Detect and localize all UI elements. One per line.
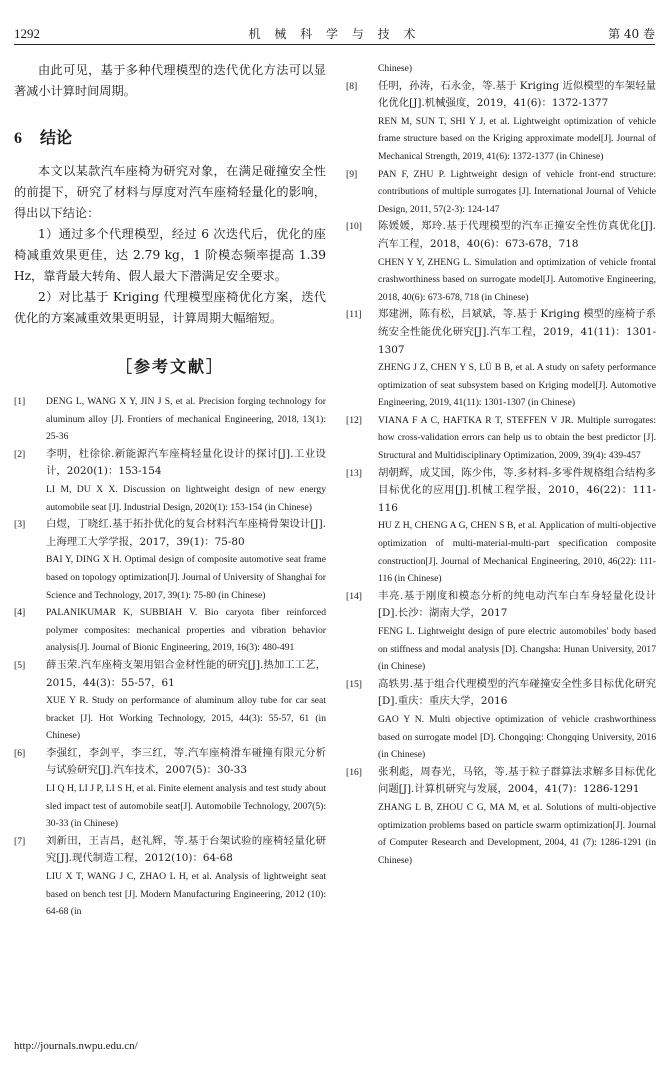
reference-item [346, 676, 656, 764]
reference-text-chinese: 陈媛媛，郑玲.基于代理模型的汽车正撞安全性仿真优化[J].汽车工程，2018，40(6)：673-678，718 [378, 220, 656, 250]
reference-text-chinese: 薛玉荣.汽车座椅支架用铝合金材性能的研究[J].热加工工艺，2015，44(3)：55-57，61 [46, 658, 326, 689]
reference-text-english: ZHANG L B, ZHOU C G, MA M, et al. Solutions of multi-objective optimization problems based on particle swarm optimization[J]. Journal of Computer Research and Development, 2004, 41 (7): 1286-1291 (in Chinese) [378, 801, 656, 866]
reference-text-english: REN M, SUN T, SHI Y J, et al. Lightweight optimization of vehicle frame structure based on the Kriging approximate model[J]. Journal of Mechanical Strength, 2019, 41(6): 1372-1377 (in Chinese) [378, 115, 656, 162]
reference-item [14, 657, 326, 745]
reference-text-chinese: 胡朝辉，成艾国，陈少伟，等.多材料-多零件规格组合结构多目标优化的应用[J].机械工程学报，2010，46(22)：111-116 [378, 466, 656, 514]
reference-item [346, 306, 656, 412]
reference-text-chinese: 李强红，李剑平，李三红，等.汽车座椅滑车碰撞有限元分析与试验研究[J].汽车技术，2007(5)：30-33 [46, 746, 326, 777]
reference-text-english: BAI Y, DING X H. Optimal design of composite automotive seat frame based on topology optimization[J]. Journal of University of Shanghai for Science and Technology, 2017, 39(1): 75-80 (in Chinese) [46, 554, 326, 601]
reference-text-english: LIU X T, WANG J C, ZHAO L H, et al. Analysis of lightweight seat based on bench test [J]. Modern Manufacturing Engineering, 2012 (10): 64-68 (in [46, 871, 326, 918]
left-column [14, 60, 326, 921]
reference-list-left [14, 393, 326, 921]
reference-number: [5] [14, 659, 26, 671]
reference-number: [1] [14, 396, 26, 407]
page-number: 1292 [14, 26, 40, 41]
reference-item [14, 446, 326, 516]
reference-number: [3] [14, 519, 26, 531]
reference-number: [4] [14, 607, 26, 619]
conclusion-paragraph-3: 2）对比基于 Kriging 代理模型座椅优化方案，迭代优化的方案减重效果更明显，计算周期大幅缩短。 [14, 290, 326, 325]
reference-number: [2] [14, 448, 26, 460]
reference-item [346, 412, 656, 465]
reference-text-chinese: 刘新田，王吉昌，赵礼辉，等.基于台架试验的座椅轻量化研究[J].现代制造工程，2012(10)：64-68 [46, 834, 326, 865]
reference-list-right [346, 78, 656, 870]
section-heading [14, 125, 326, 147]
reference-item [346, 764, 656, 870]
reference-item [346, 166, 656, 219]
reference-item [346, 588, 656, 676]
conclusion-paragraph-1: 本文以某款汽车座椅为研究对象，在满足碰撞安全性的前提下，研究了材料与厚度对汽车座椅轻量化的影响，得出以下结论： [14, 164, 326, 220]
section-title: 结论 [40, 128, 73, 147]
running-header [14, 22, 655, 45]
section-number: 6 [14, 130, 22, 147]
reference-number: [10] [346, 221, 362, 233]
reference-text-chinese: 李明，杜徐徐.新能源汽车座椅轻量化设计的探讨[J].工业设计，2020(1)：153-154 [46, 447, 326, 478]
references-heading: ［参考文献］ [115, 357, 224, 376]
reference-item [14, 516, 326, 604]
reference-item [346, 78, 656, 166]
volume-label: 第 40 卷 [608, 27, 655, 41]
reference-text-english: CHEN Y Y, ZHENG L. Simulation and optimization of vehicle frontal crashworthiness based on surrogate model[J]. Automotive Engineering, 2018, 40(6): 673-678, 718 (in Chinese) [378, 256, 656, 303]
reference-text-english: XUE Y R. Study on performance of aluminum alloy tube for car seat bracket [J]. Hot Working Technology, 2015, 44(3): 55-57, 61 (in Chinese) [46, 695, 326, 742]
reference-item [14, 604, 326, 657]
reference-text-english: FENG L. Lightweight design of pure electric automobiles' body based on stiffness and modal analysis [D]. Changsha: Hunan University, 2017 (in Chinese) [378, 626, 656, 673]
reference-text-english: ZHENG J Z, CHEN Y S, LÜ B B, et al. A study on safety performance optimization of seat subsystem based on Kriging model[J]. Automotive Engineering, 2019, 41(11): 1301-1307 (in Chinese) [378, 362, 656, 409]
journal-name: 机 械 科 学 与 技 术 [248, 27, 421, 41]
reference-number: [6] [14, 747, 26, 759]
reference-number: [9] [346, 168, 358, 180]
reference-text-english: PAN F, ZHU P. Lightweight design of vehicle front-end structure: contributions of multiple surrogates [J]. International Journal of Vehicle Design, 2011, 57(2-3): 124-147 [378, 168, 656, 215]
reference-number: [14] [346, 590, 362, 602]
footer-url[interactable]: http://journals.nwpu.edu.cn/ [14, 1040, 138, 1052]
reference-item [14, 745, 326, 833]
conclusion-paragraph-2: 1）通过多个代理模型，经过 6 次迭代后，优化的座椅减重效果更佳，达 2.79 kg，1 阶模态频率提高 1.39 Hz，靠背最大转角、假人最大下潜满足安全要求。 [14, 227, 326, 283]
reference-text-english: LI Q H, LI J P, LI S H, et al. Finite element analysis and test study about sled impact test of automobile seat[J]. Automobile Technology, 2007(5): 30-33 (in Chinese) [46, 783, 326, 830]
reference-text-chinese: 高轶男.基于组合代理模型的汽车碰撞安全性多目标优化研究[D].重庆：重庆大学，2016 [378, 677, 656, 708]
reference-number: [15] [346, 678, 362, 690]
reference-item [346, 218, 656, 306]
reference-number: [16] [346, 766, 362, 778]
reference-number: [8] [346, 80, 358, 92]
reference-continuation [346, 60, 656, 78]
reference-text-english: VIANA F A C, HAFTKA R T, STEFFEN V JR. Multiple surrogates: how cross-validation errors can help us to obtain the best predictor [J]. Structural and Multidisciplinary Optimization, 2009, 39(4): 439-457 [378, 414, 656, 462]
reference-number: [11] [346, 309, 362, 321]
reference-number: [7] [14, 835, 26, 847]
reference-text-chinese: 任明，孙涛，石永金，等.基于 Kriging 近似模型的车架轻量化优化[J].机械强度，2019，41(6)：1372-1377 [378, 79, 656, 110]
reference-text-english: GAO Y N. Multi objective optimization of vehicle crashworthiness based on surrogate model [D]. Chongqing: Chongqing University, 2016 (in Chinese) [378, 713, 656, 761]
reference-text-chinese: 丰亮.基于刚度和模态分析的纯电动汽车白车身轻量化设计[D].长沙：湖南大学，2017 [378, 589, 656, 620]
intro-paragraph: 由此可见，基于多种代理模型的迭代优化方法可以显著减小计算时间周期。 [14, 63, 326, 98]
reference-number: [12] [346, 414, 362, 426]
reference-item [14, 833, 326, 921]
reference-item [14, 393, 326, 446]
reference-text-english: PALANIKUMAR K, SUBBIAH V. Bio caryota fiber reinforced polymer composites: mechanical properties and vibration behavior analysis[J]. Journal of Bionic Engineering, 2019, 16(3): 480-491 [46, 607, 326, 654]
reference-text-chinese: 郑建洲，陈有松，吕斌斌，等.基于 Kriging 模型的座椅子系统安全性能优化研究[J].汽车工程，2019，41(11)：1301-1307 [378, 308, 656, 356]
reference-text-chinese: 张利彪，周春光，马铭，等.基于粒子群算法求解多目标优化问题[J].计算机研究与发展，2004，41(7)：1286-1291 [378, 765, 656, 796]
reference-text-english: HU Z H, CHENG A G, CHEN S B, et al. Application of multi-objective optimization of multi-material-multi-part specification composite construction[J]. Journal of Mechanical Engineering, 2010, 46(22): 111-116 (in Chinese) [378, 520, 656, 585]
reference-text-english: DENG L, WANG X Y, JIN J S, et al. Precision forging technology for aluminum alloy [J]. Frontiers of mechanical Engineering, 2018, 13(1): 25-36 [46, 396, 326, 443]
reference-text-english: LI M, DU X X. Discussion on lightweight design of new energy automobile seat [J]. Industrial Design, 2020(1): 153-154 (in Chinese) [46, 483, 326, 513]
reference-text-chinese: 白煜，丁晓红.基于拓扑优化的复合材料汽车座椅骨架设计[J].上海理工大学学报，2017，39(1)：75-80 [46, 518, 326, 548]
reference-item [346, 465, 656, 588]
reference-number: [13] [346, 467, 362, 479]
reference-continuation-text: Chinese) [378, 63, 413, 74]
right-column [346, 60, 656, 869]
